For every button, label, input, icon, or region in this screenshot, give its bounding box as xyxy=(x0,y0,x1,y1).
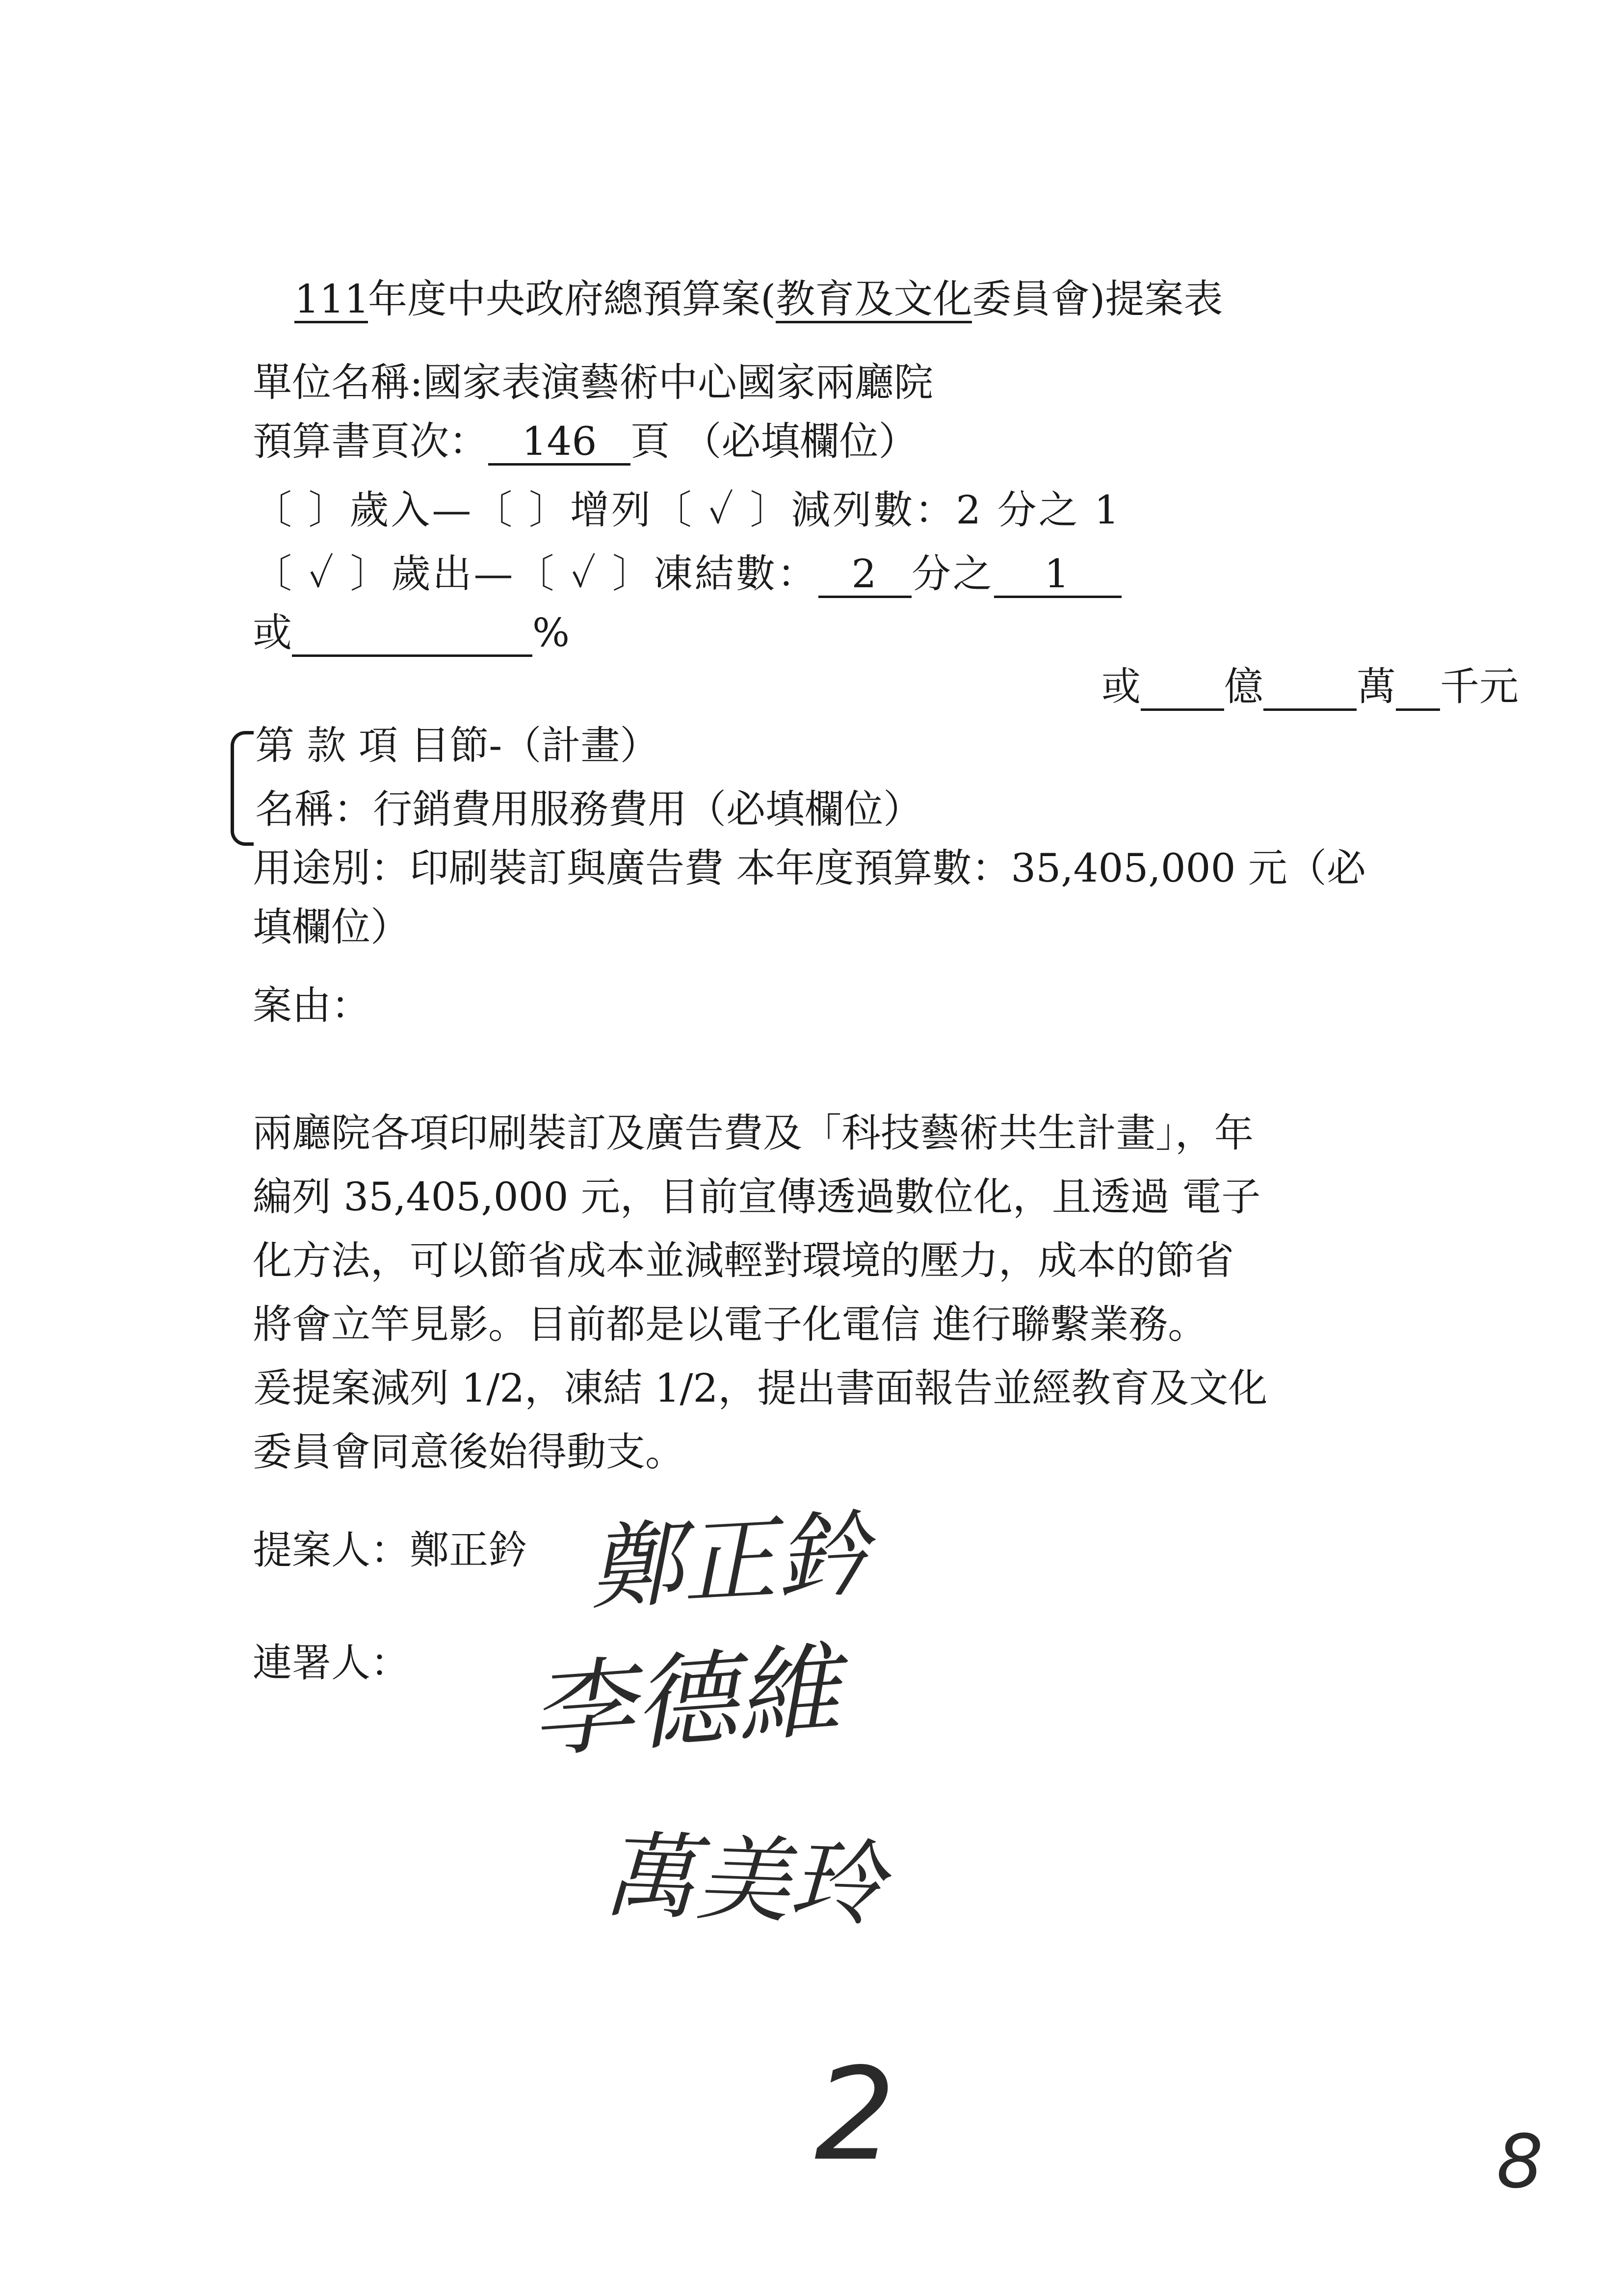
amount-yi: 億 xyxy=(1224,664,1263,709)
title-year: 111 xyxy=(294,278,368,323)
or-label: 或 xyxy=(253,610,292,655)
amount-qian: 千元 xyxy=(1440,664,1519,709)
budget-page-label: 預算書頁次： xyxy=(253,418,488,464)
section-brace xyxy=(231,731,254,846)
budget-page-suffix: 頁 （必填欄位） xyxy=(630,418,918,464)
usage-line-2: 填欄位） xyxy=(253,904,410,950)
freeze-numerator: 2 xyxy=(818,552,912,598)
reason-line: 爰提案減列 1/2，凍結 1/2，提出書面報告並經教育及文化 xyxy=(253,1365,1268,1411)
or-percent-line xyxy=(253,608,570,657)
unit-name: 單位名稱:國家表演藝術中心國家兩廳院 xyxy=(253,360,933,405)
budget-page-value: 146 xyxy=(488,420,630,466)
page-title xyxy=(294,275,1223,324)
percent-sign: % xyxy=(532,610,570,655)
handwritten-page-mark: 2 xyxy=(814,2041,896,2189)
expense-mid: 分之 xyxy=(911,551,994,597)
cosigner-signature-1: 李德維 xyxy=(526,1631,844,1773)
cosigner-label: 連署人： xyxy=(253,1640,410,1686)
amount-qian-blank xyxy=(1396,665,1440,711)
revenue-line: 〔 〕歲入—〔 〕增列〔 ✓ 〕減列數：2 分之 1 xyxy=(253,487,1121,533)
section-items: 第 款 項 目節-（計畫） xyxy=(255,723,659,768)
amount-yi-blank xyxy=(1141,665,1224,711)
reason-line: 化方法，可以節省成本並減輕對環境的壓力，成本的節省 xyxy=(253,1238,1234,1283)
amount-wan: 萬 xyxy=(1357,664,1396,709)
proposer-signature: 鄭正鈐 xyxy=(586,1500,872,1623)
reason-line: 編列 35,405,000 元，目前宣傳透過數位化，且透過 電子 xyxy=(253,1174,1261,1220)
expense-prefix: 〔 ✓ 〕歲出—〔 ✓ 〕凍結數： xyxy=(253,551,818,597)
amount-or: 或 xyxy=(1101,664,1141,709)
title-part2: 委員會)提案表 xyxy=(972,276,1223,322)
expense-line xyxy=(253,549,1122,599)
proposer-label: 提案人：鄭正鈐 xyxy=(253,1527,527,1573)
cosigner-signature-2: 萬美玲 xyxy=(601,1821,885,1939)
amount-units-line xyxy=(1101,662,1519,711)
budget-page-line xyxy=(253,417,917,466)
title-part1: 年度中央政府總預算案( xyxy=(368,276,776,322)
reason-line: 委員會同意後始得動支。 xyxy=(253,1429,684,1475)
usage-line-1: 用途別：印刷裝訂與廣告費 本年度預算數：35,405,000 元（必 xyxy=(253,845,1366,891)
section-name: 名稱：行銷費用服務費用（必填欄位） xyxy=(255,786,922,832)
percent-blank xyxy=(292,611,532,657)
title-committee: 教育及文化 xyxy=(776,278,972,323)
reason-line: 將會立竿見影。目前都是以電子化電信 進行聯繫業務。 xyxy=(253,1302,1207,1347)
reason-label: 案由： xyxy=(253,983,370,1028)
handwritten-corner-mark: 8 xyxy=(1496,2119,1544,2205)
freeze-denominator: 1 xyxy=(994,552,1122,598)
reason-line: 兩廳院各項印刷裝訂及廣告費及「科技藝術共生計畫」，年 xyxy=(253,1110,1254,1156)
amount-wan-blank xyxy=(1263,665,1357,711)
